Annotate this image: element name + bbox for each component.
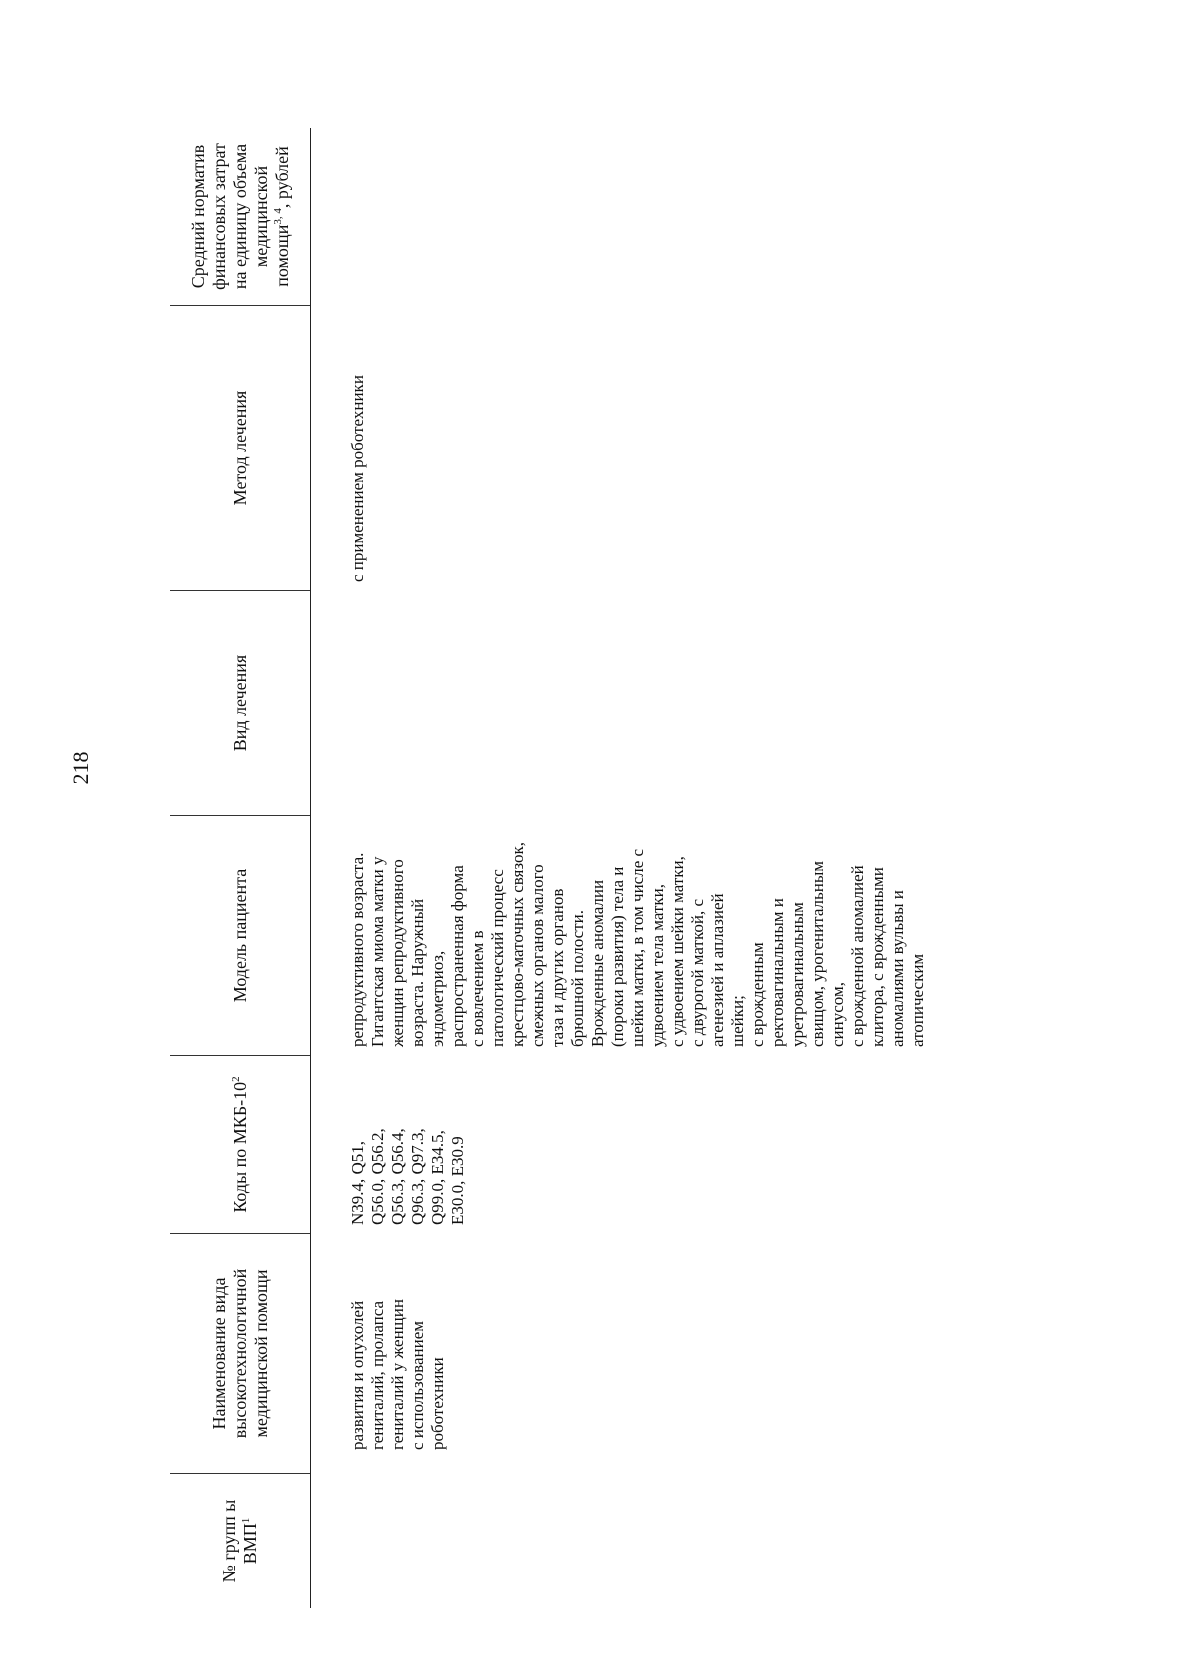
- header-method-label: Метод лечения: [229, 390, 250, 506]
- header-cost-footnote: 3, 4: [271, 208, 284, 225]
- header-cost-suffix: , рублей: [271, 146, 292, 209]
- table-header-row: [170, 128, 311, 1608]
- header-name-label: Наименование вида высокотехнологичной медицинской помощи: [208, 1268, 271, 1439]
- header-model-label: Модель пациента: [229, 868, 250, 1003]
- header-cost: [170, 128, 310, 305]
- page-number: 218: [68, 751, 93, 785]
- header-codes-footnote: 2: [229, 1076, 242, 1082]
- header-group-no: [170, 1473, 310, 1608]
- header-method: [170, 305, 310, 590]
- header-codes-label: Коды по МКБ-10: [229, 1081, 250, 1213]
- table-sheet: [170, 108, 1050, 1608]
- cell-codes: N39.4, Q51, Q56.0, Q56.2, Q56.3, Q56.4, Q96.3, Q97.3, Q99.0, E34.5, E30.0, E30.9: [348, 1128, 467, 1225]
- header-codes: [170, 1055, 310, 1233]
- cell-method: с применением роботехники: [348, 375, 367, 582]
- cell-name: развития и опухолей гениталий, пролапса гениталий у женщин с использованием роботехники: [348, 1299, 447, 1450]
- header-model: [170, 815, 310, 1055]
- header-group-no-footnote: 1: [240, 1517, 252, 1524]
- cell-model: репродуктивного возраста. Гигантская миома матки у женщин репродуктивного возраста. Наружный эндометриоз, распространенная форма с вовлечением в патологический процесс крестцово-маточных связок, смежных органов малого таза и других органов брюшной полости. Врожденные аномалии (пороки развития) тела и шейки матки, в том числе с удвоением тела матки, с удвоением шейки матки, с двурогой маткой, с агенезией и аплазией шейки; с врожденным ректовагинальным и уретровагинальным свищом, урогенитальным синусом, с врожденной аномалией клитора, с врожденными аномалиями вульвы и атопическим: [348, 842, 927, 1047]
- header-treatment-type-label: Вид лечения: [229, 654, 250, 752]
- header-group-no-label: № групп ы ВМП: [219, 1499, 260, 1583]
- header-treatment-type: [170, 590, 310, 815]
- header-name: [170, 1233, 310, 1473]
- header-cost-label: Средний норматив финансовых затрат на единицу объема медицинской помощи: [187, 143, 292, 290]
